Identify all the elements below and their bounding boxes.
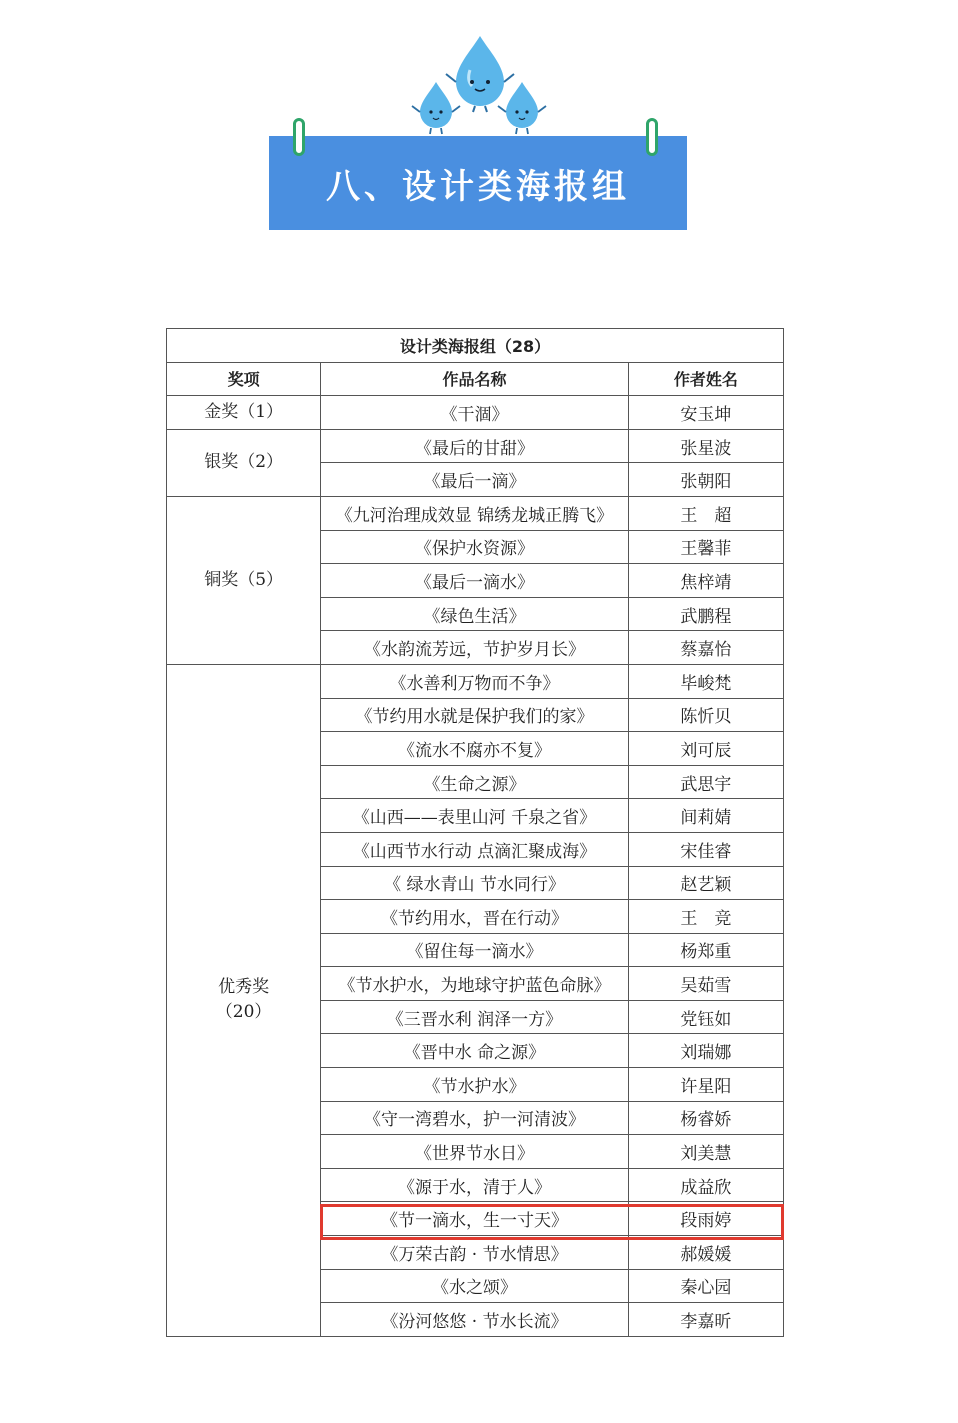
work-title-cell: 《山西——表里山河 千泉之省》 [321,799,628,833]
work-title-cell: 《水之颂》 [321,1269,628,1303]
work-title-cell: 《流水不腐亦不复》 [321,732,628,766]
table-header-row [167,362,784,396]
author-name-cell: 郝媛媛 [628,1236,783,1270]
author-name-cell: 党钰如 [628,1000,783,1034]
work-title-cell: 《山西节水行动 点滴汇聚成海》 [321,832,628,866]
work-title-cell: 《节水护水，为地球守护蓝色命脉》 [321,967,628,1001]
work-title-cell: 《守一湾碧水，护一河清波》 [321,1101,628,1135]
award-category-cell [167,496,321,664]
author-name-cell: 成益欣 [628,1168,783,1202]
table-title: 设计类海报组（28） [167,329,784,363]
author-name-cell: 王 超 [628,496,783,530]
award-category-label: 优秀奖 [218,976,270,997]
work-title-cell: 《万荣古韵 · 节水情思》 [321,1236,628,1270]
author-name-cell: 刘美慧 [628,1135,783,1169]
work-title-cell: 《世界节水日》 [321,1135,628,1169]
author-name-cell: 吴茹雪 [628,967,783,1001]
award-category-cell [167,396,321,430]
work-title-cell: 《水韵流芳远，节护岁月长》 [321,631,628,665]
award-category-count: （20） [215,1002,272,1023]
award-table [166,328,784,1337]
work-title-cell: 《九河治理成效显 锦绣龙城正腾飞》 [321,496,628,530]
author-name-cell: 毕峻梵 [628,664,783,698]
work-title-cell: 《保护水资源》 [321,530,628,564]
work-title-cell: 《留住每一滴水》 [321,933,628,967]
award-category-label: 铜奖（5） [204,569,284,590]
water-drop-mascot-icon [400,30,560,140]
work-title-cell: 《源于水，清于人》 [321,1168,628,1202]
award-category-cell [167,664,321,1336]
author-name-cell: 段雨婷 [628,1202,783,1236]
work-title-cell: 《最后的甘甜》 [321,429,628,463]
header-banner-area [0,0,958,240]
work-title-cell: 《节一滴水，生一寸天》 [321,1202,628,1236]
section-banner [269,136,687,230]
binder-clip-left [293,118,305,156]
table-row [167,496,784,530]
header-work: 作品名称 [321,362,628,396]
author-name-cell: 李嘉昕 [628,1303,783,1337]
author-name-cell: 张星波 [628,429,783,463]
work-title-cell: 《晋中水 命之源》 [321,1034,628,1068]
work-title-cell: 《三晋水利 润泽一方》 [321,1000,628,1034]
section-title: 八、设计类海报组 [326,166,630,207]
award-category-label: 金奖（1） [204,401,284,422]
author-name-cell: 王 竞 [628,900,783,934]
work-title-cell: 《水善利万物而不争》 [321,664,628,698]
author-name-cell: 陈忻贝 [628,698,783,732]
author-name-cell: 焦梓靖 [628,564,783,598]
author-name-cell: 杨睿娇 [628,1101,783,1135]
author-name-cell: 宋佳睿 [628,832,783,866]
author-name-cell: 许星阳 [628,1068,783,1102]
table-row [167,396,784,430]
work-title-cell: 《节约用水，晋在行动》 [321,900,628,934]
author-name-cell: 安玉坤 [628,396,783,430]
award-category-cell [167,429,321,496]
award-category-label: 银奖（2） [204,452,284,473]
work-title-cell: 《节约用水就是保护我们的家》 [321,698,628,732]
award-table-body [167,396,784,1337]
work-title-cell: 《节水护水》 [321,1068,628,1102]
header-author: 作者姓名 [628,362,783,396]
author-name-cell: 武思宇 [628,765,783,799]
work-title-cell: 《最后一滴水》 [321,564,628,598]
header-award: 奖项 [167,362,321,396]
work-title-cell: 《生命之源》 [321,765,628,799]
table-title-row [167,329,784,363]
table-row [167,429,784,463]
work-title-cell: 《最后一滴》 [321,463,628,497]
author-name-cell: 武鹏程 [628,597,783,631]
author-name-cell: 赵艺颖 [628,866,783,900]
author-name-cell: 秦心园 [628,1269,783,1303]
author-name-cell: 杨郑重 [628,933,783,967]
author-name-cell: 张朝阳 [628,463,783,497]
author-name-cell: 刘瑞娜 [628,1034,783,1068]
table-row [167,664,784,698]
author-name-cell: 刘可辰 [628,732,783,766]
work-title-cell: 《干涸》 [321,396,628,430]
author-name-cell: 间莉婧 [628,799,783,833]
work-title-cell: 《 绿水青山 节水同行》 [321,866,628,900]
author-name-cell: 蔡嘉怡 [628,631,783,665]
work-title-cell: 《绿色生活》 [321,597,628,631]
binder-clip-right [646,118,658,156]
work-title-cell: 《汾河悠悠 · 节水长流》 [321,1303,628,1337]
author-name-cell: 王馨菲 [628,530,783,564]
